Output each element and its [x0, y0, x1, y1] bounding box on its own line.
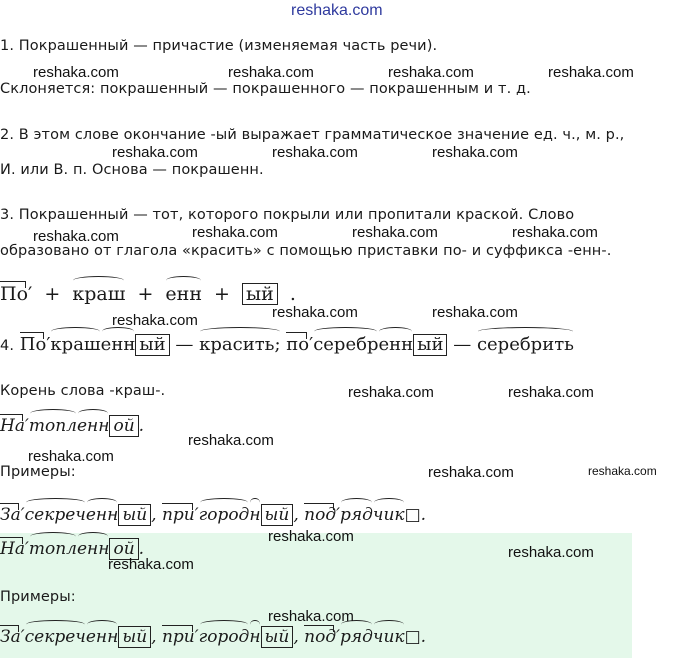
- ending: ый: [242, 283, 278, 305]
- prefix: На: [0, 539, 25, 559]
- watermark: reshaka.com: [112, 144, 198, 161]
- ending: ый: [118, 504, 151, 526]
- ending: ой: [109, 538, 138, 560]
- root: топл: [28, 416, 77, 436]
- suffix: н: [249, 627, 261, 647]
- root: город: [198, 627, 250, 647]
- watermark: reshaka.com: [268, 608, 354, 625]
- paragraph-1b: Склоняется: покрашенный — покрашенного — покрашенным и т. д.: [0, 81, 531, 97]
- watermark: reshaka.com: [272, 304, 358, 321]
- suffix: енн: [85, 505, 119, 525]
- watermark: reshaka.com: [272, 144, 358, 161]
- period: .: [420, 627, 427, 647]
- root: серебр: [313, 334, 379, 355]
- suffix: енн: [378, 334, 414, 355]
- root: краш: [72, 283, 126, 305]
- watermark: reshaka.com: [588, 464, 657, 478]
- example-word-1: На′топленн ой .: [0, 416, 145, 436]
- verb: серебрить: [476, 334, 574, 355]
- watermark: reshaka.com: [188, 432, 274, 449]
- watermark: reshaka.com: [508, 544, 594, 561]
- period: .: [138, 539, 145, 559]
- suffix: чик: [372, 627, 405, 647]
- period: .: [420, 505, 427, 525]
- comma: ,: [151, 505, 157, 525]
- watermark: reshaka.com: [508, 384, 594, 401]
- paragraph-1: 1. Покрашенный — причастие (изменяемая часть речи).: [0, 38, 438, 54]
- suffix: енн: [100, 334, 136, 355]
- prefix: На: [0, 416, 25, 436]
- ending: ый: [135, 334, 169, 356]
- suffix: н: [249, 505, 261, 525]
- plus-sign: +: [137, 283, 154, 305]
- root: топл: [28, 539, 77, 559]
- paragraph-2: 2. В этом слове окончание -ый выражает грамматическое значение ед. ч., м. р.,: [0, 127, 625, 143]
- prefix: По: [19, 334, 47, 355]
- watermark: reshaka.com: [33, 228, 119, 245]
- watermark: reshaka.com: [548, 64, 634, 81]
- watermark: reshaka.com: [388, 64, 474, 81]
- ending: ый: [118, 626, 151, 648]
- ending: ой: [109, 415, 138, 437]
- plus-sign: +: [44, 283, 61, 305]
- prefix: по: [286, 334, 310, 355]
- comma: ,: [293, 627, 299, 647]
- prefix: По: [0, 283, 29, 305]
- example-word-1-repeat: На′топленн ой .: [0, 539, 145, 559]
- examples-label-repeat: Примеры:: [0, 589, 76, 605]
- paragraph-3: 3. Покрашенный — тот, которого покрыли или пропитали краской. Слово: [0, 207, 575, 223]
- root: город: [198, 505, 250, 525]
- morpheme-formula: По′ + краш + енн + ый .: [0, 283, 296, 305]
- root: секреч: [24, 505, 86, 525]
- watermark: reshaka.com: [352, 224, 438, 241]
- watermark: reshaka.com: [108, 556, 194, 573]
- ending: ый: [261, 626, 294, 648]
- item-number: 4.: [0, 338, 15, 354]
- watermark: reshaka.com: [348, 384, 434, 401]
- period: .: [138, 416, 145, 436]
- root: краш: [50, 334, 101, 355]
- period: .: [289, 283, 296, 305]
- watermark: reshaka.com: [112, 312, 198, 329]
- paragraph-2b: И. или В. п. Основа — покрашенн.: [0, 162, 264, 178]
- zero-ending: □: [404, 627, 421, 647]
- suffix: енн: [165, 283, 202, 305]
- watermark: reshaka.com: [228, 64, 314, 81]
- dash: —: [453, 334, 472, 355]
- watermark: reshaka.com: [192, 224, 278, 241]
- suffix: енн: [76, 539, 110, 559]
- prefix: под: [304, 627, 337, 647]
- dash: —: [175, 334, 194, 355]
- ending: ый: [413, 334, 447, 356]
- prefix: За: [0, 505, 21, 525]
- suffix: енн: [85, 627, 119, 647]
- word-analysis-line: 4. По′крашенн ый — красить; по′серебренн ый — серебрить: [0, 334, 574, 355]
- root: ряд: [339, 505, 373, 525]
- watermark: reshaka.com: [432, 304, 518, 321]
- watermark: reshaka.com: [28, 448, 114, 465]
- watermark: reshaka.com: [428, 464, 514, 481]
- ending: ый: [261, 504, 294, 526]
- root: ряд: [339, 627, 373, 647]
- comma: ,: [151, 627, 157, 647]
- paragraph-3b: образовано от глагола «красить» с помощью приставки по- и суффикса -енн-.: [0, 243, 612, 259]
- plus-sign: +: [214, 283, 230, 305]
- watermark: reshaka.com: [512, 224, 598, 241]
- site-logo[interactable]: reshaka.com: [291, 2, 383, 19]
- suffix: енн: [76, 416, 110, 436]
- examples-line: За′секреченн ый , при′городн ый , под′рядчик□.: [0, 505, 427, 525]
- prefix: За: [0, 627, 21, 647]
- watermark: reshaka.com: [432, 144, 518, 161]
- root: секреч: [24, 627, 86, 647]
- zero-ending: □: [404, 505, 421, 525]
- examples-line-repeat: За′секреченн ый , при′городн ый , под′рядчик□.: [0, 627, 427, 647]
- verb: красить;: [199, 334, 281, 355]
- comma: ,: [293, 505, 299, 525]
- examples-label: Примеры:: [0, 464, 76, 480]
- prefix: при: [161, 505, 195, 525]
- watermark: reshaka.com: [268, 528, 354, 545]
- prefix: под: [304, 505, 337, 525]
- watermark: reshaka.com: [33, 64, 119, 81]
- root-note: Корень слова -краш-.: [0, 383, 166, 399]
- prefix: при: [161, 627, 195, 647]
- suffix: чик: [372, 505, 405, 525]
